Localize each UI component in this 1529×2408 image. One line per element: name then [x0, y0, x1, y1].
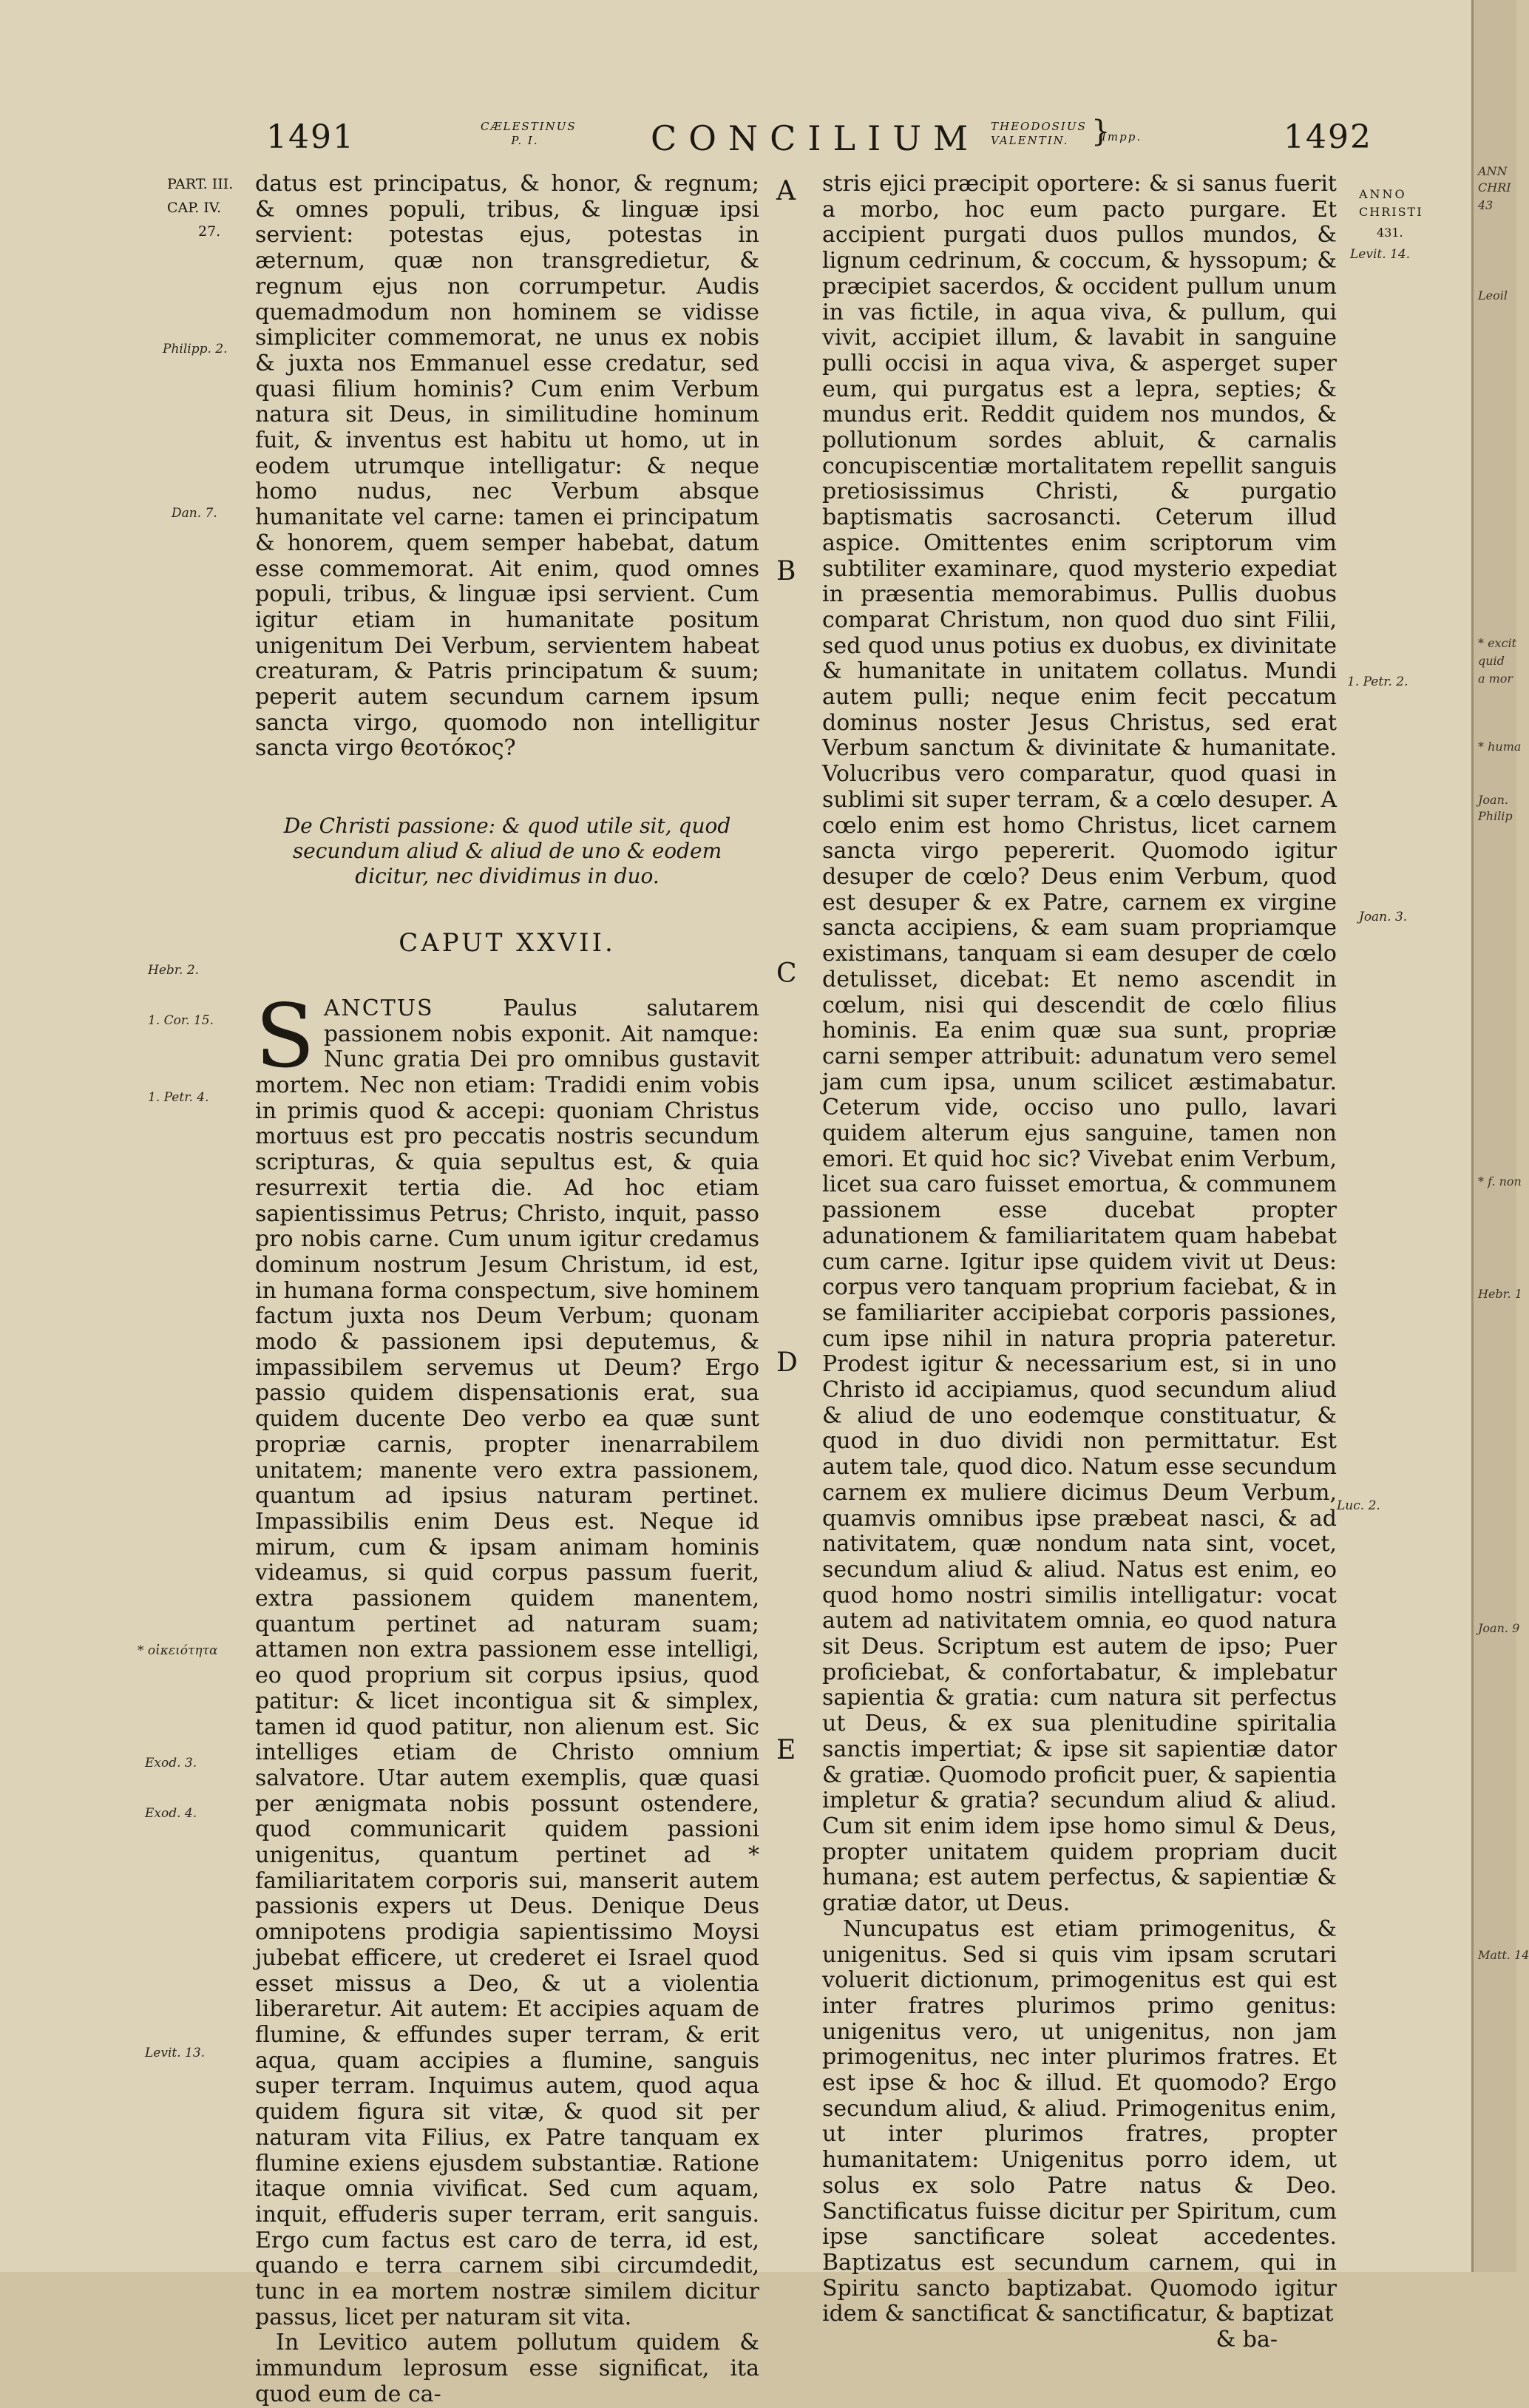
left-paragraph-2-text: Paulus salutarem passionem nobis exponit. Ait namque: Nunc gratia Dei pro omnibus gustavit mortem. Nec non etiam: Tradidi enim vobis in primis quod & accepi: quoniam Christus mortuus est pro peccatis nostris secundum scripturas, & quia sepultus est, & quia resurrexit tertia die. Ad hoc etiam sapientissimus Petrus; Christo, inquit, passo pro nobis carne. Cum unum igitur credamus dominum nostrum Jesum Christum, id est, in humana forma conspectum, sive hominem factum juxta nos Deum Verbum; quonam modo & passionem ipsi deputemus, & impassibilem servemus ut Deum? Ergo passio quidem dispensationis erat, sua quidem ducente Deo verbo ea quæ sunt propriæ carnis, propter inenarrabilem unitatem; manente vero extra passionem, quantum ad ipsius naturam pertinet. Impassibilis enim Deus est. Neque id mirum, cum & ipsam animam hominis videamus, si quid corpus passum fuerit, extra passionem quidem manentem, quantum pertinet ad naturam suam; attamen non extra passionem esse intelligi, eo quod proprium sit corpus ipsius, quod patitur: & licet incontigua sit & simplex, tamen id quod patitur, non alienum est. Sic intelliges etiam de Christo omnium salvatore. Utar autem exemplis, quæ quasi per ænigmata nobis possunt ostendere, quod communicarit quidem passioni unigenitus, quantum pertinet ad * familiaritatem corporis sui, manserit autem passionis expers ut Deus. Denique Deus omnipotens prodigia sapientissimo Moysi jubebat efficere, ut crederet ei Israel quod esset missus a Deo, & ut a violentia liberaretur. Ait autem: Et accipies aquam de flumine, & effundes super terram, & erit aqua, quam accipies a flumine, sanguis super terram. Inquimus autem, quod aqua quidem figura sit vitæ, & quod sit per naturam vita Filius, ex Patre tanquam ex flumine exiens ejusdem substantiæ. Ratione itaque omnia vivificat. Sed cum aquam, inquit, effuderis super terram, erit sanguis. Ergo cum factus est caro de terra, id est, quando e terra carnem sibi circumdedit, tunc in ea mortem nostræ similem dicitur passus, licet per naturam sit vita. [255, 995, 759, 2330]
margin-note-exod4: Exod. 4. [145, 1806, 197, 1821]
emperor-heading [991, 120, 1094, 148]
margin-note-luc2: Luc. 2. [1337, 1498, 1380, 1513]
margin-note-levit13: Levit. 13. [145, 2046, 206, 2060]
margin-note-hebr: Hebr. 2. [148, 963, 200, 978]
anno-line2: CHRISTI [1359, 205, 1423, 219]
margin-note-petr: 1. Petr. 4. [148, 1090, 209, 1105]
emperor-heading-line1: THEODOSIUS [991, 120, 1087, 133]
facing-fragment: * excit [1478, 636, 1517, 650]
drop-cap: S [255, 984, 315, 1087]
pope-heading [481, 120, 577, 148]
facing-fragment: * huma [1478, 740, 1522, 754]
pope-heading-line2: P. I. [511, 134, 539, 147]
section-letter-d: D [776, 1347, 798, 1378]
emperor-heading-line2: VALENTIN. [991, 134, 1069, 147]
facing-fragment: * f. non [1478, 1174, 1522, 1188]
left-paragraph-2 [255, 984, 759, 2331]
section-letter-e: E [776, 1735, 796, 1765]
margin-note-greek: * οἰκειότητα [138, 1643, 218, 1658]
section-letter-b: B [776, 556, 796, 586]
section-letter-a: A [776, 176, 796, 206]
page-number-right: 1492 [1284, 118, 1372, 156]
facing-fragment: Joan. 9 [1478, 1621, 1520, 1635]
margin-note-dan: Dan. 7. [172, 506, 217, 521]
cap-number: 27. [198, 223, 221, 240]
facing-fragment: 43 [1478, 198, 1494, 212]
facing-fragment: CHRI [1478, 180, 1511, 195]
cap-reference: CAP. IV. [167, 200, 222, 216]
right-paragraph-2: Nuncupatus est etiam primogenitus, & unigenitus. Sed si quis vim ipsam scrutari voluerit dictionum, primogenitus est qui est inter fratres plurimos primo genitus: unigenitus vero, ut unigenitus, non jam primogenitus, nec inter plurimos fratres. Et est ipse & hoc & illud. Et quomodo? Ergo secundum aliud, & aliud. Primogenitus enim, ut inter plurimos fratres, propter humanitatem: Unigenitus porro idem, ut solus ex solo Patre natus & Deo. Sanctificatus fuisse dicitur per Spiritum, cum ipse sanctificare soleat accedentes. Baptizatus est secundum carnem, qui in Spiritu sancto baptizabat. Quomodo igitur idem & sanctificat & sanctificatur, & baptizat [822, 1915, 1337, 2327]
section-title: De Christi passione: & quod utile sit, quod secundum aliud & aliud de uno & eodem dicitur, nec dividimus in duo. [283, 814, 731, 889]
left-paragraph-3: In Levitico autem pollutum quidem & immundum leprosum esse significat, ita quod eum de ca- [255, 2330, 759, 2407]
anno-line1: ANNO [1359, 187, 1407, 201]
facing-fragment: a mor [1478, 672, 1513, 686]
catchword: & ba- [1216, 2327, 1278, 2353]
left-paragraph-1: datus est principatus, & honor, & regnum; & omnes populi, tribus, & linguæ ipsi servient: potestas ejus, potestas in æternum, quæ non transgredietur, & regnum ejus non corrumpetur. Audis quemadmodum non hominem se vidisse simpliciter commemorat, ne unus ex nobis & juxta nos Emmanuel esse credatur, sed quasi filium hominis? Cum enim Verbum natura sit Deus, in similitudine hominum fuit, & inventus est habitu ut homo, ut in eodem utrumque intelligatur: & neque homo nudus, nec Verbum absque humanitate vel carne: tamen ei principatum & honorem, quem semper habebat, datum esse commemorat. Ait enim, quod omnes populi, tribus, & linguæ ipsi servient. Cum igitur etiam in humanitate positum unigenitum Dei Verbum, servientem habeat creaturam, & Patris principatum & suum; peperit autem secundum carnem ipsum sancta virgo, quomodo non intelligitur sancta virgo θεοτόκος? [255, 171, 759, 762]
facing-fragment: Joan. [1478, 793, 1508, 807]
right-column [822, 172, 1337, 2353]
brace-glyph: } [1091, 115, 1111, 149]
emperor-suffix: Impp. [1102, 130, 1142, 143]
section-letter-c: C [776, 958, 797, 989]
margin-note-exod3: Exod. 3. [145, 1756, 197, 1771]
margin-note-petr2: 1. Petr. 2. [1347, 674, 1408, 689]
opening-smallcaps: ANCTUS [323, 995, 434, 1021]
right-paragraph-1: stris ejici præcipit oportere: & si sanus fuerit a morbo, hoc eum pacto purgare. Et accipient purgati duos pullos mundos, & lignum cedrinum, & coccum, & hyssopum; & præcipiet sacerdos, & occident pullum unum in vas fictile, in aqua viva, & pullum, qui vivit, accipiet illum, & lavabit in sanguine pulli occisi in aqua viva, & asperget super eum, qui purgatus est a lepra, septies; & mundus erit. Reddit quidem nos mundos, & pollutionum sordes abluit, & carnalis concupiscentiæ mortalitatem repellit sanguis pretiosissimus Christi, & purgatio baptismatis sacrosancti. Ceterum illud aspice. Omittentes enim scriptorum vim subtiliter examinare, quod mysterio expediat in præsentia memorabimus. Pullis duobus comparat Christum, non quod duo sint Filii, sed quod unus potius ex duobus, ex divinitate & humanitate in unitatem collatus. Mundi autem pulli; neque enim fecit peccatum dominus noster Jesus Christus, sed erat Verbum sanctum & divinitate & humanitate. Volucribus vero comparatur, quod quasi in sublimi sit super terram, & a cœlo desuper. A cœlo enim est homo Christus, licet carnem sancta virgo pepererit. Quomodo igitur desuper de cœlo? Deus enim Verbum, quod est desuper & ex Patre, carnem ex virgine sancta accipiens, & eam suam propriamque existimans, tanquam si eam desuper de cœlo detulisset, dicebat: Et nemo ascendit in cœlum, nisi qui descendit de cœlo filius hominis. Ea enim quæ sua sunt, propriæ carni semper attribuit: adunatum vero semel jam cum ipsa, unum scilicet æstimabatur. Ceterum vide, occiso uno pullo, lavari quidem alterum ejus sanguine, tamen non emori. Et quid hoc sic? Vivebat enim Verbum, licet sua caro fuisset emortua, & communem passionem esse ducebat propter adunationem & familiaritatem quam habebat cum carne. Igitur ipse quidem vivit ut Deus: corpus vero tanquam proprium faciebat, & in se familiariter accipiebat corporis passiones, cum ipse nihil in natura propria pateretur. Prodest igitur & necessarium est, si in uno Christo id accipiamus, quod secundum aliud & aliud de uno eodemque constituatur, & quod in duo dividi non permittatur. Est autem tale, quod dico. Natum esse secundum carnem ex muliere dicimus Deum Verbum, quamvis omnibus ipse præbeat nasci, & ad nativitatem, quæ nondum nata sint, vocet, secundum aliud & aliud. Natus est enim, eo quod homo nostri similis intelligatur: vocat autem ad nativitatem omnia, eo quod natura sit Deus. Scriptum est autem de ipso; Puer proficiebat, & confortabatur, & implebatur sapientia & gratia: cum natura sit perfectus ut Deus, & ex sua plenitudine spiritalia sanctis impertiat; & ipse sit sapientiæ dator & gratiæ. Quomodo proficit puer, & sapientia impletur & gratia? secundum aliud & aliud. Cum sit enim idem ipse homo simul & Deus, propter unitatem quidem propriam ducit humana; est autem perfectus, & sapientiæ & gratiæ dator, ut Deus. [822, 171, 1337, 1917]
left-column [255, 172, 759, 2408]
margin-note-levit14: Levit. 14. [1350, 247, 1411, 262]
anno-year: 431. [1377, 226, 1403, 240]
facing-fragment: Philip [1478, 809, 1513, 823]
facing-fragment: ANN [1478, 164, 1508, 178]
facing-page-edge [1471, 0, 1529, 2272]
facing-fragment: Matt. 14 [1478, 1948, 1529, 1962]
margin-note-joan3: Joan. 3. [1359, 910, 1408, 924]
page-number-left: 1491 [266, 118, 355, 156]
facing-fragment: quid [1478, 654, 1505, 668]
margin-note-cor: 1. Cor. 15. [148, 1013, 214, 1028]
chapter-heading: CAPUT XXVII. [399, 928, 616, 958]
facing-fragment: Leoil [1478, 288, 1508, 302]
facing-fragment: Hebr. 1 [1478, 1287, 1522, 1301]
part-reference: PART. III. [167, 176, 234, 192]
pope-heading-line1: CÆLESTINUS [481, 120, 577, 133]
running-title: CONCILIUM [651, 118, 980, 158]
margin-note-philipp: Philipp. 2. [163, 342, 228, 356]
